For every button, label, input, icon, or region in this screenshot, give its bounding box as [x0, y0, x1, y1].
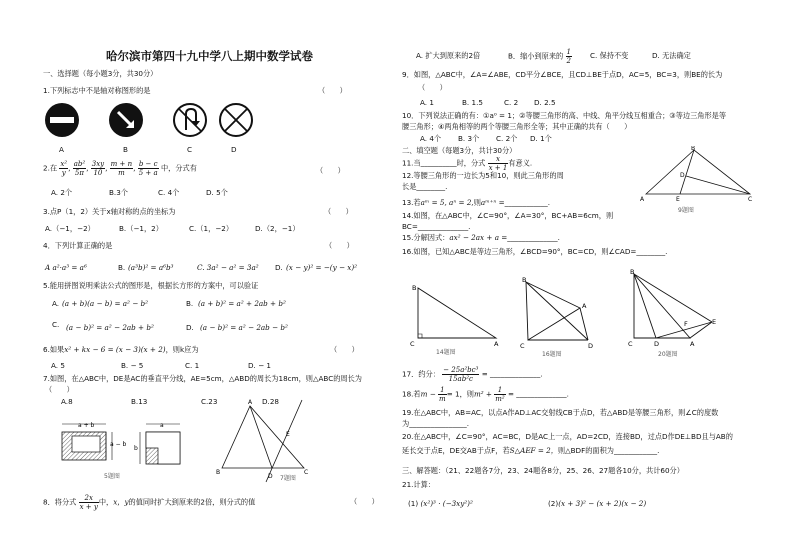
q13-blank: ____________. [504, 198, 551, 207]
q5-opt-d: (a − b)² = a² − 2ab − b² [200, 323, 288, 332]
q13: 13.若aᵐ = 5, aⁿ = 2,则aᵐ⁺ⁿ =____________. [402, 198, 551, 207]
fig14-label-a: A [494, 340, 499, 348]
q8-opt-d: D. 无法确定 [652, 51, 691, 60]
q9-opt-c: C. 2 [504, 98, 519, 107]
q7-opt-d: D.28 [262, 397, 279, 406]
figure-5 [58, 418, 188, 480]
q4-paren: （ ） [325, 241, 354, 250]
q1-label-c: C [187, 145, 193, 154]
section-3-heading: 三、解答题：（21、22题各7分，23、24题各8分，25、26、27题各10分，共计60分） [402, 466, 684, 475]
q12-line-1: 12.等腰三角形的一边长为5和10，则此三角形的周 [402, 171, 564, 180]
q9-paren: （ ） [418, 83, 447, 92]
q8-lead: 8．将分式 [43, 497, 77, 507]
q10-line-2: 腰三角形；④两角相等的两个等腰三角形全等；其中正确的共有（ ） [402, 122, 632, 131]
q8-tail: 的值同时扩大到原来的2倍，则分式的值 [128, 497, 256, 507]
q2-tail: 中，分式有 [160, 163, 197, 173]
q16: 16.如图，已知△ABC是等边三角形，∠BCD=90°，BC=CD，则∠CAD=________. [402, 247, 668, 256]
fig16-label-d: D [588, 342, 594, 350]
q2-frac-4: $\frac{m + n}{m}$ [110, 160, 133, 177]
fig14-triangle [418, 288, 496, 338]
fig5-caption: 5题图 [104, 473, 120, 480]
fig5-label-b: b [134, 445, 138, 452]
fig20-be [634, 274, 712, 322]
fig14-caption: 14题图 [436, 349, 456, 356]
q11-blank: __________ [420, 158, 457, 168]
q9-opt-b: B. 1.5 [462, 98, 483, 107]
q20-line-2: 延长交于点E，DE交AB于点F，若S△AEF = 2，则△BDF的面积为____________. [402, 446, 660, 455]
q3-opt-b: B.（−1，2） [119, 224, 163, 233]
q2-frac-5: $\frac{b - c}{5 + a}$ [138, 160, 158, 177]
q5-opt-c: (a − b)² = a² − 2ab + b² [66, 323, 154, 332]
fig9-label-b: B [691, 146, 696, 152]
q1-stem: 1.下列标志中不是轴对称图形的是 [43, 86, 151, 95]
fig20-label-c: C [628, 340, 633, 348]
figure-16 [514, 276, 598, 360]
q10-opt-a: A. 4个 [420, 134, 442, 143]
q1-label-b: B [123, 145, 128, 154]
fig16-label-c: C [520, 342, 525, 350]
q2-opt-a: A. 2个 [51, 188, 73, 197]
q5-opt-a-label: A. [52, 299, 60, 308]
q10-line-1: 10．下列说法正确的有：①a⁰ = 1；②等腰三角形的高、中线、角平分线互相重合；③等边三角形是等 [402, 111, 727, 120]
q15: 15.分解因式：ax² − 2ax + a =______________. [402, 233, 560, 242]
q10-opt-c: C. 2个 [496, 134, 518, 143]
q20-blank: ____________. [613, 446, 660, 455]
q6-opt-c: C. 1 [185, 361, 200, 370]
fig20-caption: 20题图 [658, 351, 678, 358]
fig9-label-a: A [640, 196, 645, 203]
q11-frac: $\frac{x}{x + 1}$ [488, 155, 508, 172]
q8-opt-c: C. 保持不变 [590, 51, 629, 60]
q2-stem: 2.在 $\frac{\text{x²}}{y}$ , $\frac{\text{ab²}}{5\pi}$ , $\frac{3xy}{10}$ , $\frac{m + n}{m}$ , $\frac{b - c}{5 + a}$ 中，分式有 [43, 160, 197, 177]
figure-9 [638, 146, 754, 216]
fig5-inner-rect [72, 436, 100, 452]
q3-stem: 3.点P（1，2）关于x轴对称的点的坐标为 [43, 207, 176, 216]
q20-line-1: 20.在△ABC中，∠C=90°，AC=BC，D是AC上一点，AD=2CD，连接BD，过点D作DE⊥BD且与AB的 [402, 432, 733, 441]
no-u-turn-sign-icon [174, 104, 206, 136]
q18: 18.若m − $\frac{1}{m}$ = 1，则m² + $\frac{1}{\text{m²}}$ = ______________. [402, 386, 569, 403]
q2-opt-d: D. 5个 [206, 188, 228, 197]
q9-opt-a: A. 1 [420, 98, 434, 107]
q6-opt-d: D. − 1 [248, 361, 271, 370]
q4-opt-b-label: B. [118, 263, 126, 272]
q4-stem: 4．下列计算正确的是 [43, 241, 113, 250]
q1-label-d: D [231, 145, 237, 154]
fig16-label-b: B [522, 276, 527, 284]
fig16-ad [580, 308, 588, 340]
q1-paren: （ ） [318, 86, 347, 95]
q2-frac-2: $\frac{\text{ab²}}{5\pi}$ [73, 160, 86, 177]
q17-frac: $\frac{\text{− 25a²bc³}}{\text{15ab²c}}$ [443, 366, 479, 383]
figure-14 [408, 282, 500, 358]
figure-20 [628, 268, 718, 360]
q5-opt-c-label: C. [52, 320, 60, 329]
fig20-label-b: B [630, 268, 635, 276]
fig16-triangle-abc [526, 282, 580, 340]
q19-line-2: 为________________. [402, 419, 469, 428]
section-2-heading: 二、填空题（每题3分，共计30分） [402, 146, 517, 155]
fig9-label-e: E [676, 196, 680, 203]
q16-blank: ________. [636, 247, 668, 256]
q10-opt-b: B. 3个 [458, 134, 480, 143]
q4-opt-b: (a³b)² = a⁶b³ [128, 263, 174, 272]
q8-stem [43, 494, 255, 511]
fig16-caption: 16题图 [542, 351, 562, 358]
q11: 11.当__________时，分式 $\frac{x}{x + 1}$ 有意义. [402, 155, 533, 172]
fig9-label-c: C [748, 196, 753, 203]
fig20-ae [690, 322, 712, 338]
fig7-triangle [222, 406, 304, 468]
fig20-label-f: F [684, 320, 688, 328]
figure-7 [200, 398, 315, 483]
fig5-label-a: a [160, 422, 164, 429]
q6-stem [43, 345, 199, 354]
q5-opt-d-label: D. [186, 323, 194, 332]
q2-lead: 2.在 [43, 163, 58, 173]
q3-opt-c: C.（1，−2） [189, 224, 234, 233]
fig16-label-a: A [582, 302, 587, 310]
q1-label-a: A [59, 145, 64, 154]
turn-arrow-sign-icon [109, 103, 143, 137]
q2-frac-3: $\frac{3xy}{10}$ [91, 160, 105, 177]
q7-paren: （ ） [45, 385, 74, 394]
fig7-ad [250, 406, 272, 468]
q6-opt-a: A. 5 [51, 361, 65, 370]
fig20-label-d: D [654, 340, 660, 348]
q21-part-1: (1) (x²)³ · (−3xy²)² [408, 499, 473, 508]
q14-line-2: BC=______________. [402, 222, 471, 231]
fig16-bd [526, 282, 588, 340]
fig7-label-d: D [268, 473, 273, 480]
q19-blank: ________________. [409, 419, 469, 428]
q7-opt-a: A.8 [61, 397, 73, 406]
q2-opt-b: B.3个 [109, 188, 128, 197]
fig5-label-amb: a − b [110, 441, 127, 448]
q3-opt-d: D.（2，−1） [255, 224, 300, 233]
page-title: 哈尔滨市第四十九中学八上期中数学试卷 [106, 49, 313, 63]
fig20-triangle [634, 274, 690, 338]
q10-opt-d: D. 1个 [530, 134, 552, 143]
q18-frac-2: $\frac{1}{\text{m²}}$ [495, 386, 505, 403]
q4-opt-c: C. 3a² − a² = 3a² [197, 263, 259, 272]
q8-frac: $\frac{2x}{x + y}$ [79, 494, 98, 511]
q8-vars: x，y [113, 497, 129, 507]
section-1-heading: 一、选择题（每小题3分，共30分） [43, 69, 158, 78]
q8-opt-a: A. 扩大到原来的2倍 [416, 51, 481, 60]
q6-tail: ，则k应为 [165, 345, 199, 354]
q6-expr: x² + kx − 6 = (x − 3)(x + 2) [64, 345, 166, 354]
q21-part-2: (2)(x + 3)² − (x + 2)(x − 2) [548, 499, 647, 508]
q5-opt-a: (a + b)(a − b) = a² − b² [62, 299, 149, 308]
fig7-label-a: A [248, 399, 253, 406]
q6-lead: 6.如果 [43, 345, 65, 354]
fig7-label-b: B [216, 469, 221, 476]
fig9-caption: 9题图 [678, 207, 694, 214]
q14-line-1: 14.如图，在△ABC中，∠C=90°，∠A=30°，BC+AB=6cm，则 [402, 211, 614, 220]
fig14-label-b: B [412, 284, 417, 292]
fig7-perp-bisector [266, 400, 302, 482]
q14-blank: ______________. [417, 222, 471, 231]
fig7-caption: 7题图 [280, 475, 296, 482]
q19-line-1: 19.在△ABC中，AB=AC，以点A作AD⊥AC交射线CB于点D，若△ABD是等腰三角形，则∠C的度数 [402, 408, 719, 417]
fig7-label-e: E [286, 431, 290, 438]
q12-blank: ________. [416, 182, 448, 191]
q4-opt-a: A a²·a³ = a⁶ [45, 263, 87, 272]
q8-opt-b-frac: $\frac{1}{2}$ [566, 48, 572, 65]
fig9-label-d: D [680, 172, 685, 179]
q2-opt-c: C. 4个 [158, 188, 180, 197]
right-column [400, 0, 794, 560]
fig14-label-c: C [410, 340, 415, 348]
fig5-label-ab: a + b [78, 422, 95, 429]
q8-opt-b: B．缩小到原来的 $\frac{1}{2}$ [508, 48, 572, 65]
fig20-label-e: E [712, 318, 717, 326]
q7-stem: 7.如图，在△ABC中，DE是AC的垂直平分线，AE=5cm，△ABD的周长为18cm，则△ABC的周长为 [43, 374, 362, 383]
q5-stem: 5.能用拼图说明乘法公式的图形是，根据长方形的方案中，可以验证 [43, 281, 259, 290]
q5-opt-b: (a + b)² = a² + 2ab + b² [198, 299, 286, 308]
q9-opt-d: D. 2.5 [534, 98, 556, 107]
q21-label: 21.计算： [402, 480, 435, 489]
q5-opt-b-label: B. [186, 299, 194, 308]
q4-opt-d: (x − y)² = −(y − x)² [286, 263, 358, 272]
fig9-triangle [646, 150, 750, 194]
fig7-label-c: C [304, 469, 309, 476]
q8-mid: 中， [98, 497, 114, 507]
q3-opt-a: A.（−1，−2） [45, 224, 95, 233]
q6-paren: （ ） [330, 345, 359, 354]
fig20-label-a: A [690, 340, 695, 348]
q7-opt-c: C.23 [201, 397, 218, 406]
cross-circle-sign-icon [220, 104, 252, 136]
q2-paren: （ ） [316, 166, 345, 175]
q2-frac-1: $\frac{\text{x²}}{y}$ [60, 160, 68, 177]
q3-paren: （ ） [324, 207, 353, 216]
q9-stem: 9．如图，△ABC中，∠A=∠ABE，CD平分∠BCE，且CD⊥BE于点D，AC=5，BC=3，则BE的长为 [402, 70, 723, 79]
q12-line-2: 长是________. [402, 182, 448, 191]
q7-opt-b: B.13 [131, 397, 148, 406]
q8-paren: （ ） [350, 497, 379, 506]
q1-signs [40, 100, 260, 142]
q6-opt-b: B. − 5 [121, 361, 144, 370]
fig20-bd [634, 274, 656, 338]
q4-opt-d-label: D. [275, 263, 283, 272]
fig9-cd [686, 176, 750, 194]
q15-blank: ______________. [507, 233, 560, 242]
q17: 17．约分： $\frac{\text{− 25a²bc³}}{\text{15ab²c}}$ = ______________. [402, 366, 543, 383]
q18-frac-1: $\frac{1}{m}$ [439, 386, 446, 403]
no-entry-sign-icon [45, 103, 79, 137]
